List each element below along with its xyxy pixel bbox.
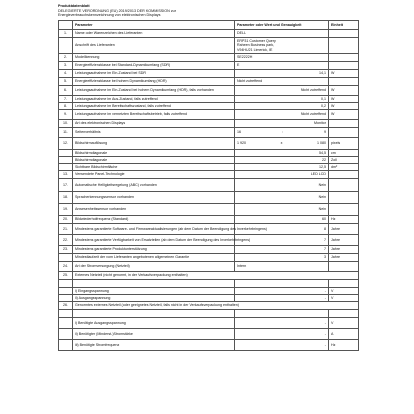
row-number: 12.	[59, 138, 73, 150]
parameter-label: Anschrift des Lieferanten	[73, 38, 235, 54]
parameter-label: Verwendete Panel-Technologie	[73, 171, 235, 179]
table-row	[59, 310, 359, 318]
parameter-unit: Jahre	[329, 254, 359, 262]
parameter-unit	[329, 204, 359, 216]
table-row	[59, 38, 359, 54]
row-number: 26.	[59, 302, 73, 310]
parameter-label: Bildwiederholfrequenz (Standard)	[73, 216, 235, 224]
row-number	[59, 254, 73, 262]
table-row	[59, 86, 359, 96]
table-row	[59, 204, 359, 216]
parameter-value: Nicht zutreffend	[235, 110, 329, 120]
table-row	[59, 272, 359, 280]
header-parameter: Parameter	[73, 21, 235, 30]
pair-value: 1 920	[237, 141, 246, 146]
row-number	[59, 38, 73, 54]
parameter-label: iii) Benötigte Stromfrequenz	[73, 340, 235, 351]
parameter-label: Sichtbare Bildschirmfläche	[73, 164, 235, 171]
table-row	[59, 224, 359, 235]
parameter-value: 0,2	[235, 103, 329, 110]
parameter-value: Nein	[235, 204, 329, 216]
parameter-value: Nein	[235, 192, 329, 204]
parameter-unit: Hz	[329, 216, 359, 224]
parameter-label: Seitenverhältnis	[73, 128, 235, 138]
parameter-unit	[329, 179, 359, 192]
parameter-unit: W	[329, 96, 359, 103]
table-row	[59, 157, 359, 164]
parameter-unit	[329, 310, 359, 318]
parameter-label: Mindestlaufzeit der vom Lieferanten angebotenen allgemeinen Garantie	[73, 254, 235, 262]
parameter-label: Art der Stromversorgung (Netzteil)	[73, 262, 235, 272]
row-number: 10.	[59, 120, 73, 128]
table-row	[59, 192, 359, 204]
row-number	[59, 288, 73, 295]
parameter-unit: Jahre	[329, 246, 359, 254]
table-row	[59, 262, 359, 272]
parameter-label: ii) Benötigter (Minderst-)Stromstärke	[73, 329, 235, 340]
parameter-value: DELL	[235, 30, 329, 38]
row-number: 20.	[59, 216, 73, 224]
parameter-label	[73, 280, 235, 288]
parameter-label: Mindestens garantierte Verfügbarkeit von Ersatzteilen (ab dem Datum der Beendigung des Inverkehrbringens)	[73, 235, 235, 246]
parameter-unit: V	[329, 295, 359, 302]
row-number	[59, 164, 73, 171]
pair-value: 16	[237, 130, 241, 135]
table-row	[59, 216, 359, 224]
parameter-unit: Hz	[329, 340, 359, 351]
row-number: 1.	[59, 30, 73, 38]
parameter-unit: dm²	[329, 164, 359, 171]
parameter-unit: Zoll	[329, 157, 359, 164]
row-number	[59, 295, 73, 302]
parameter-unit	[329, 120, 359, 128]
parameter-value: 7	[235, 246, 329, 254]
parameter-value	[235, 280, 329, 288]
header-value: Parameter oder Wert und Genauigkeit	[235, 21, 329, 30]
parameter-unit	[329, 128, 359, 138]
parameter-label: Spracherkennungssensor vorhanden	[73, 192, 235, 204]
parameter-unit	[329, 78, 359, 86]
table-row	[59, 280, 359, 288]
parameter-unit	[329, 171, 359, 179]
parameter-value	[235, 128, 329, 138]
parameter-unit: cm	[329, 150, 359, 157]
parameter-label: Anwesenheitssensor vorhanden	[73, 204, 235, 216]
parameter-unit	[329, 262, 359, 272]
table-row	[59, 70, 359, 78]
row-number: 23.	[59, 246, 73, 254]
table-row	[59, 295, 359, 302]
parameter-value: 60	[235, 216, 329, 224]
parameter-value: -	[235, 295, 329, 302]
parameter-label	[73, 310, 235, 318]
row-number: 9.	[59, 110, 73, 120]
table-row	[59, 235, 359, 246]
parameter-label: Leistungsaufnahme im Aus-Zustand, falls zutreffend	[73, 96, 235, 103]
parameter-unit	[329, 62, 359, 70]
table-header-row	[59, 21, 359, 30]
table-row	[59, 164, 359, 171]
row-number: 8.	[59, 103, 73, 110]
table-row	[59, 171, 359, 179]
table-row	[59, 318, 359, 329]
parameter-value: Nein	[235, 179, 329, 192]
row-number: 4.	[59, 70, 73, 78]
parameter-value: 8	[235, 224, 329, 235]
row-number: 19.	[59, 204, 73, 216]
parameter-unit: V	[329, 318, 359, 329]
row-number: 7.	[59, 96, 73, 103]
header-unit: Einheit	[329, 21, 359, 30]
parameter-unit: W	[329, 86, 359, 96]
row-number	[59, 150, 73, 157]
header-number-cell	[59, 21, 73, 30]
parameter-value: -	[235, 329, 329, 340]
table-row	[59, 128, 359, 138]
parameter-value: -	[235, 340, 329, 351]
parameter-label: Energieeffizienzklasse bei hohem Dynamikumfang (HDR)	[73, 78, 235, 86]
table-row	[59, 246, 359, 254]
parameter-label: Bildschirmdiagonale	[73, 157, 235, 164]
table-row	[59, 138, 359, 150]
parameter-value: Intern	[235, 262, 329, 272]
parameter-label: Name oder Warenzeichen des Lieferanten	[73, 30, 235, 38]
row-number: 18.	[59, 192, 73, 204]
parameter-value: -	[235, 288, 329, 295]
parameter-unit: W	[329, 70, 359, 78]
pair-separator: :	[282, 130, 283, 135]
parameter-value	[235, 310, 329, 318]
parameter-value	[235, 138, 329, 150]
parameter-label: ii) Ausgangsspannung	[73, 295, 235, 302]
row-number: 22.	[59, 235, 73, 246]
parameter-value: 22	[235, 157, 329, 164]
table-row	[59, 103, 359, 110]
pair-value: 9	[324, 130, 326, 135]
row-number: 2.	[59, 54, 73, 62]
table-row	[59, 120, 359, 128]
table-row	[59, 150, 359, 157]
pair-value: 1 080	[316, 141, 326, 146]
table-row	[59, 340, 359, 351]
parameter-label: Genormtes externes Netzteil (oder geeignetes Netzteil, falls nicht in der Verkaufsverpackung enthalten)	[73, 302, 359, 310]
parameter-unit: Jahre	[329, 224, 359, 235]
table-row	[59, 30, 359, 38]
parameter-label: Externes Netzteil (nicht genormt, in der Verkaufsverpackung enthalten)	[73, 272, 359, 280]
pair-separator: x	[280, 141, 283, 146]
row-number: 3.	[59, 62, 73, 70]
parameter-value: 0,1	[235, 96, 329, 103]
address-line: ERP31 Customer Query	[237, 39, 276, 44]
row-number: 11.	[59, 128, 73, 138]
parameter-label: Mindestens garantierte Software- und Firmwareaktualisierungen (ab dem Datum der Beendigung des Inverkehrbringens)	[73, 224, 235, 235]
table-row	[59, 288, 359, 295]
table-row	[59, 179, 359, 192]
parameter-label: Art des elektronischen Displays	[73, 120, 235, 128]
row-number: 13.	[59, 171, 73, 179]
table-row	[59, 54, 359, 62]
parameter-value: E	[235, 62, 329, 70]
table-row	[59, 110, 359, 120]
parameter-label: i) Eingangsspannung	[73, 288, 235, 295]
parameter-unit	[329, 30, 359, 38]
parameter-unit: V	[329, 288, 359, 295]
parameter-unit: Jahre	[329, 235, 359, 246]
parameter-label: Automatische Helligkeitsregelung (ABC) vorhanden	[73, 179, 235, 192]
row-number: 25.	[59, 272, 73, 280]
parameter-value: 14,1	[235, 70, 329, 78]
row-number	[59, 157, 73, 164]
row-number: 24.	[59, 262, 73, 272]
row-number: 21.	[59, 224, 73, 235]
parameter-label: Modellkennung	[73, 54, 235, 62]
document-header	[58, 4, 358, 18]
parameter-label: Leistungsaufnahme im Ein-Zustand bei SDR	[73, 70, 235, 78]
row-number: 6.	[59, 86, 73, 96]
parameter-value: LED LCD	[235, 171, 329, 179]
parameter-unit	[329, 54, 359, 62]
row-number	[59, 310, 73, 318]
document-title: Produktdatenblatt	[58, 4, 90, 8]
row-number	[59, 318, 73, 329]
parameter-unit	[329, 192, 359, 204]
table-row	[59, 62, 359, 70]
parameter-value: SE2222H	[235, 54, 329, 62]
row-number	[59, 340, 73, 351]
parameter-label: Energieeffizienzklasse bei Standard-Dynamikumfang (SDR)	[73, 62, 235, 70]
parameter-value: Monitor	[235, 120, 329, 128]
parameter-label: Leistungsaufnahme im Ein-Zustand bei hohem Dynamikumfang (HDR), falls vorhanden	[73, 86, 235, 96]
parameter-value: Nicht zutreffend	[235, 78, 329, 86]
parameter-unit: W	[329, 103, 359, 110]
address-line: Raheen Business park,	[237, 43, 275, 48]
parameter-value: 3	[235, 254, 329, 262]
parameter-value	[235, 38, 329, 54]
product-data-table	[58, 20, 359, 351]
parameter-unit: W	[329, 110, 359, 120]
row-number	[59, 329, 73, 340]
row-number: 5.	[59, 78, 73, 86]
table-row	[59, 329, 359, 340]
parameter-value: Nicht zutreffend	[235, 86, 329, 96]
parameter-label: Leistungsaufnahme im vernetzten Bereitschaftsbetrieb, falls zutreffend	[73, 110, 235, 120]
table-body	[59, 30, 359, 351]
parameter-unit: A	[329, 329, 359, 340]
regulation-line: DELEGIERTE VERORDNUNG (EU) 2019/2013 DER KOMMISSION zur	[58, 8, 176, 13]
parameter-value: 54,5	[235, 150, 329, 157]
parameter-value: 12,5	[235, 164, 329, 171]
table-row	[59, 96, 359, 103]
table-row	[59, 78, 359, 86]
parameter-value: 7	[235, 235, 329, 246]
parameter-value: -	[235, 318, 329, 329]
parameter-unit	[329, 38, 359, 54]
parameter-unit	[329, 280, 359, 288]
address-line: V94HU21 Limerick, IE	[237, 47, 273, 52]
table-row	[59, 254, 359, 262]
row-number	[59, 280, 73, 288]
parameter-label: Bildschirmdiagonale	[73, 150, 235, 157]
table-row	[59, 302, 359, 310]
parameter-label: i) Benötigte Ausgangsspannung	[73, 318, 235, 329]
regulation-subline: Energieverbrauchskennzeichnung von elektronischen Displays	[58, 13, 161, 18]
row-number: 17.	[59, 179, 73, 192]
parameter-label: Leistungsaufnahme im Bereitschaftszustand, falls zutreffend	[73, 103, 235, 110]
parameter-label: Mindestens garantierte Produktunterstützung	[73, 246, 235, 254]
parameter-unit: pixels	[329, 138, 359, 150]
parameter-label: Bildschirmauflösung	[73, 138, 235, 150]
